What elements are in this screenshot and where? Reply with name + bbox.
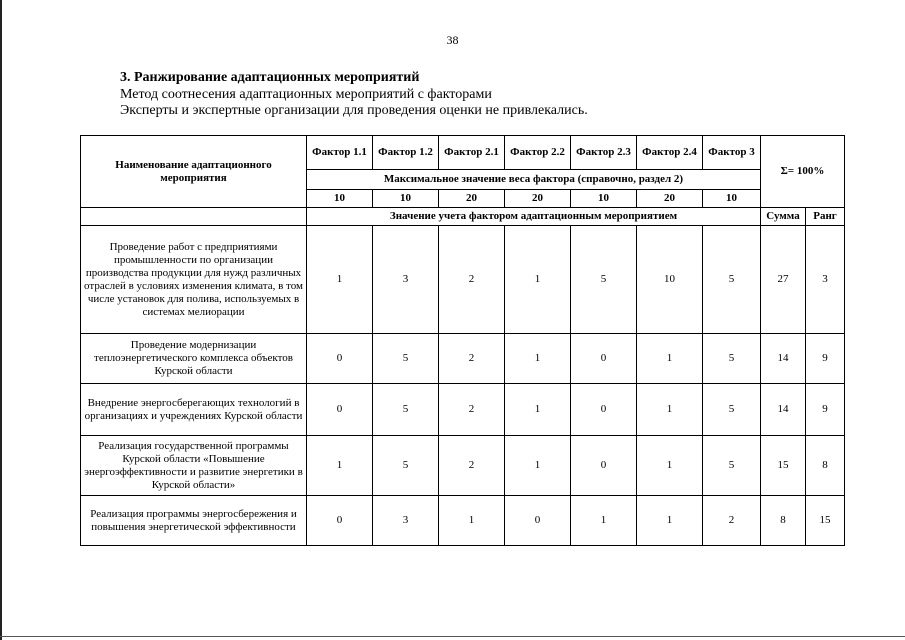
value-cell: 1 xyxy=(571,496,637,546)
value-cell: 2 xyxy=(439,334,505,384)
value-cell: 1 xyxy=(637,496,703,546)
value-cell: 2 xyxy=(703,496,761,546)
max-weight-header: Максимальное значение веса фактора (справочно, раздел 2) xyxy=(307,170,761,190)
value-cell: 0 xyxy=(307,496,373,546)
value-cell: 1 xyxy=(637,334,703,384)
table-row xyxy=(81,496,845,546)
rank-cell: 9 xyxy=(806,384,845,436)
experts-line: Эксперты и экспертные организации для проведения оценки не привлекались. xyxy=(120,103,588,118)
value-cell: 5 xyxy=(703,226,761,334)
rank-header: Ранг xyxy=(806,208,845,226)
table-row xyxy=(81,226,845,334)
rank-cell: 3 xyxy=(806,226,845,334)
ranking-table xyxy=(80,135,845,546)
sum-cell: 8 xyxy=(761,496,806,546)
weight-cell: 20 xyxy=(637,190,703,208)
value-cell: 3 xyxy=(373,496,439,546)
value-cell: 1 xyxy=(637,436,703,496)
value-cell: 5 xyxy=(373,384,439,436)
value-cell: 5 xyxy=(703,436,761,496)
value-cell: 1 xyxy=(307,226,373,334)
value-cell: 1 xyxy=(505,334,571,384)
value-cell: 1 xyxy=(307,436,373,496)
weight-cell: 20 xyxy=(505,190,571,208)
value-cell: 3 xyxy=(373,226,439,334)
value-cell: 0 xyxy=(571,436,637,496)
weight-cell: 20 xyxy=(439,190,505,208)
bottom-page-edge xyxy=(0,636,905,637)
weight-cell: 10 xyxy=(373,190,439,208)
table-row xyxy=(81,334,845,384)
value-cell: 5 xyxy=(571,226,637,334)
page-number: 38 xyxy=(446,33,459,47)
measure-name: Внедрение энергосберегающих технологий в организациях и учреждениях Курской области xyxy=(81,384,307,436)
factor-header: Фактор 1.2 xyxy=(373,136,439,170)
value-cell: 0 xyxy=(571,334,637,384)
value-cell: 2 xyxy=(439,384,505,436)
method-line: Метод соотнесения адаптационных мероприятий с факторами xyxy=(120,87,492,102)
factor-header: Фактор 2.3 xyxy=(571,136,637,170)
value-cell: 1 xyxy=(505,436,571,496)
measure-name: Реализация государственной программы Курской области «Повышение энергоэффективности и развитие энергетики в Курской области» xyxy=(81,436,307,496)
factor-header: Фактор 2.2 xyxy=(505,136,571,170)
value-cell: 1 xyxy=(637,384,703,436)
sigma-header: Σ= 100% xyxy=(761,136,845,208)
value-cell: 0 xyxy=(307,384,373,436)
value-cell: 0 xyxy=(571,384,637,436)
rank-cell: 9 xyxy=(806,334,845,384)
table-row xyxy=(81,384,845,436)
sum-cell: 27 xyxy=(761,226,806,334)
left-page-edge xyxy=(0,0,2,640)
weight-cell: 10 xyxy=(703,190,761,208)
factor-header: Фактор 2.4 xyxy=(637,136,703,170)
value-cell: 5 xyxy=(373,334,439,384)
value-cell: 1 xyxy=(505,384,571,436)
value-cell: 0 xyxy=(307,334,373,384)
sum-cell: 14 xyxy=(761,384,806,436)
sum-header: Сумма xyxy=(761,208,806,226)
value-cell: 1 xyxy=(505,226,571,334)
value-cell: 0 xyxy=(505,496,571,546)
value-cell: 2 xyxy=(439,436,505,496)
value-header: Значение учета фактором адаптационным мероприятием xyxy=(307,208,761,226)
sum-cell: 15 xyxy=(761,436,806,496)
name-header: Наименование адаптационного мероприятия xyxy=(81,136,307,208)
rank-cell: 15 xyxy=(806,496,845,546)
value-cell: 1 xyxy=(439,496,505,546)
value-cell: 5 xyxy=(703,384,761,436)
table-row xyxy=(81,436,845,496)
section-title: 3. Ранжирование адаптационных мероприятий xyxy=(120,70,420,85)
sum-cell: 14 xyxy=(761,334,806,384)
empty-cell xyxy=(81,208,307,226)
measure-name: Проведение работ с предприятиями промышленности по организации производства продукции для нужд различных отраслей в условиях изменения климата, в том числе установок для полива, используемых в системах мелиорации xyxy=(81,226,307,334)
weight-cell: 10 xyxy=(307,190,373,208)
value-cell: 2 xyxy=(439,226,505,334)
factor-header: Фактор 3 xyxy=(703,136,761,170)
weight-cell: 10 xyxy=(571,190,637,208)
factor-header: Фактор 2.1 xyxy=(439,136,505,170)
value-cell: 5 xyxy=(373,436,439,496)
value-cell: 10 xyxy=(637,226,703,334)
measure-name: Реализация программы энергосбережения и повышения энергетической эффективности xyxy=(81,496,307,546)
factor-header: Фактор 1.1 xyxy=(307,136,373,170)
measure-name: Проведение модернизации теплоэнергетического комплекса объектов Курской области xyxy=(81,334,307,384)
rank-cell: 8 xyxy=(806,436,845,496)
value-cell: 5 xyxy=(703,334,761,384)
